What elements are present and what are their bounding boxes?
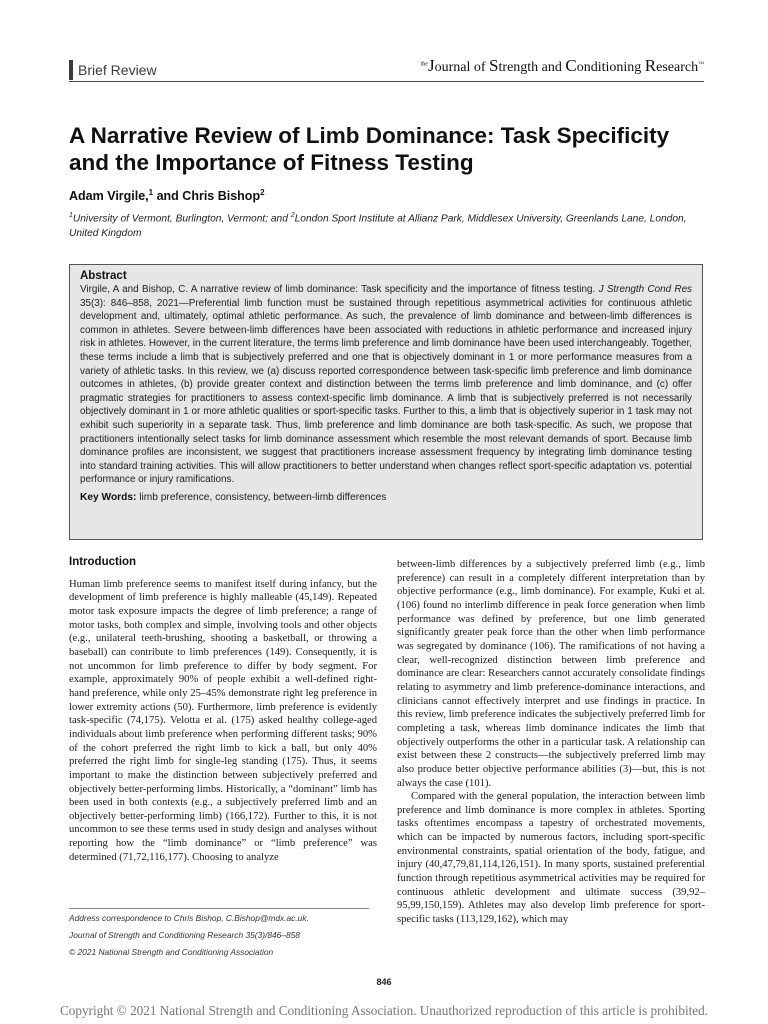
author-affiliations: $^1$University of Vermont, Burlington, Vermont; and $^2$London Sport Institute at Allianz Park, Middlesex University, Greenlands Lane, London, United Kingdom bbox=[69, 212, 687, 240]
footnote-divider bbox=[69, 908, 369, 909]
paragraph: between-limb differences by a subjectively preferred limb (e.g., limb preference) can result in a completely different interpretation than by objective performance (e.g., limb dominance). For example, Kuki et al. (106) found no interlimb difference in peak force generation when limb performance was defined by preference, but one limb generated significantly greater peak force than the other when limb performance was segregated by dominance (106). The ramifications of not having a clear, well-recognized distinction between limb preference and dominance are clear: Researchers cannot accurately consolidate findings relating to asymmetry and limb preference-dominance interactions, and clinicians cannot effectively interpret and use findings in practice. In this review, limb preference indicates the subjectively preferred limb for completing a task, whereas limb dominance indicates the limb that objectively outperforms the other in a particular task. A relationship can exist between these 2 constructs—the subjectively preferred limb may also produce better objective performance abilities (3)—but, this is not always the case (101). bbox=[397, 559, 705, 789]
article-title: A Narrative Review of Limb Dominance: Task Specificity and the Importance of Fitness Testing bbox=[69, 123, 670, 175]
abstract-box bbox=[69, 264, 703, 540]
paragraph: Human limb preference seems to manifest itself during infancy, but the development of limb preference is highly malleable (45,149). Repeated motor task exposure impacts the degree of limb preference; a range of motor tasks, both complex and simple, involving tools and other objects (e.g., unilateral teeth-brushing, shooting a basketball, or throwing a baseball) can contribute to limb preferences (149). Consequently, it is not uncommon for limb preference to differ by body segment. For example, approximately 90% of people exhibit a well-defined right-hand preference, while only 25–45% demonstrate right leg preference in lower extremity actions (50). Furthermore, limb preference is evidently task-specific (74,175). Velotta et al. (175) asked healthy college-aged individuals about limb preference when performing different tasks; 90% of the cohort preferred the right limb to kick a ball, but only 40% preferred the right limb for single-leg standing (175). Thus, it seems important to make the distinction between subjectively preferred and objectively better-performing limbs. Historically, a “dominant” limb has been used in both contexts (e.g., a subjectively preferred limb and an objectively better-performing limb) (166,172). Further to this, it is not uncommon to see these terms used in study design and analyses without reporting how the “limb dominance” or “limb preference” was determined (71,72,116,177). Choosing to analyze bbox=[69, 578, 377, 863]
section-heading-introduction: Introduction bbox=[69, 556, 137, 568]
footnote-copyright: © 2021 National Strength and Conditioning Association bbox=[69, 947, 274, 957]
header-divider bbox=[69, 81, 704, 82]
abstract-heading: Abstract bbox=[80, 270, 127, 282]
abstract-text: Virgile, A and Bishop, C. A narrative review of limb dominance: Task specificity and the importance of fitness testing. J Strength Cond Res 35(3): 846–858, 2021—Preferential limb function must be sustained through repetitious asymmetrical activities for continuous athletic development and, ultimately, optimal athletic performance. As such, the prevalence of limb dominance and between-limb differences is common in athletes. Severe between-limb differences have been associated with reductions in athletic performance and increased injury risk in athletes. However, in the current literature, the terms limb preference and limb dominance have been used interchangeably. Together, these terms include a limb that is subjectively preferred and one that is objectively dominant in 1 or more performance measures from a variety of athletic tasks. In this review, we (a) discuss reported correspondence between task-specific limb preference and limb dominance outcomes in athletes, (b) provide greater context and distinction between the terms limb preference and limb dominance, and (c) offer pragmatic strategies for practitioners to assess context-specific limb dominance. A limb that is subjectively preferred is not necessarily objectively dominant in 1 or more athletic qualities or sport-specific tasks. Further to this, a limb that is objectively superior in 1 task may not exhibit such superiority in a separate task. Thus, limb preference and limb dominance are both task-specific. As such, we propose that practitioners intentionally select tasks for limb dominance assessment which resemble the most relevant demands of sport. Because limb dominance profiles are inconsistent, we suggest that practitioners increase assessment frequency by integrating limb dominance testing into standard training activities. This will allow practitioners to better understand when changes reflect sport-specific adaptation vs. potential performance or injury ramifications. bbox=[80, 284, 692, 486]
journal-logo: $^{the}$Journal of Strength and Conditioning Research™ bbox=[420, 56, 704, 75]
footnote-citation: Journal of Strength and Conditioning Research 35(3)/846–858 bbox=[69, 930, 300, 940]
header-accent-bar bbox=[69, 60, 73, 80]
body-column-right bbox=[397, 558, 705, 927]
copyright-notice: Copyright © 2021 National Strength and Conditioning Association. Unauthorized reproduction of this article is prohibited. bbox=[59, 1003, 709, 1018]
footnote-correspondence: Address correspondence to Chris Bishop, C.Bishop@mdx.ac.uk. bbox=[69, 913, 309, 923]
paragraph: Compared with the general population, the interaction between limb preference and limb dominance is more complex in athletes. Sporting tasks oftentimes encompass a tapestry of orchestrated movements, which can be impacted by numerous factors, including sport-specific environmental constraints, spatial orientation of the body, fatigue, and injury (40,47,79,81,114,126,151). In many sports, sustained preferential function through repetitious asymmetrical activities may be required for continuous athletic development and ultimate success (39,92–95,99,150,159). Athletes may also develop limb preference for sport-specific tasks (113,129,162), which may bbox=[397, 791, 705, 926]
author-list: Adam Virgile,$^1$ and Chris Bishop$^2$ bbox=[69, 188, 265, 204]
keywords: Key Words: limb preference, consistency, between-limb differences bbox=[80, 491, 387, 503]
page-number: 846 bbox=[376, 977, 392, 987]
article-type-label: Brief Review bbox=[78, 62, 157, 78]
body-column-left bbox=[69, 556, 377, 864]
